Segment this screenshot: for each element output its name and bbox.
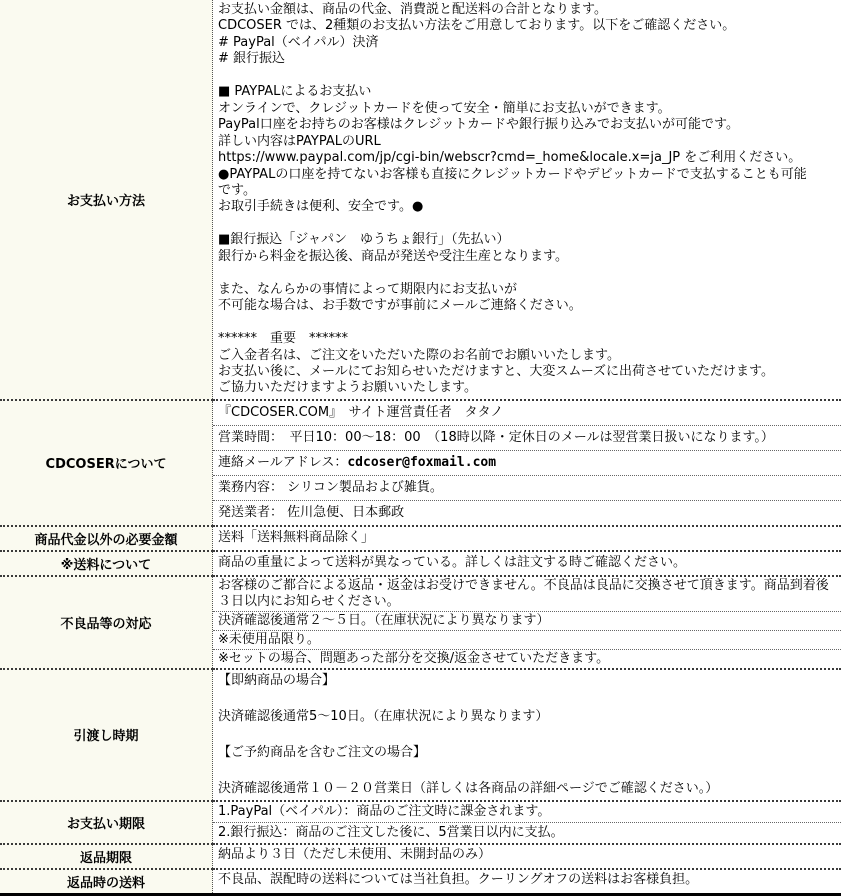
section-defect-policy	[0, 576, 841, 669]
info-row	[213, 450, 841, 475]
section-header-return-deadline: 返品期限	[0, 844, 213, 869]
info-text: 業務内容： シリコン製品および雑貨。	[218, 480, 443, 495]
info-text: 納品より３日（ただし未使用、未開封品のみ）	[218, 847, 491, 862]
contact-email-text: cdcoser@foxmail.com	[347, 455, 496, 470]
section-delivery-time	[0, 669, 841, 801]
info-text: 2.銀行振込：商品のご注文した後に、5営業日以内に支払。	[218, 825, 564, 840]
section-content-extra-fees	[213, 526, 841, 551]
section-payment-deadline	[0, 801, 841, 844]
info-row	[213, 475, 841, 500]
info-text: 不良品、誤配時の送料については当社負担。クーリングオフの送料はお客様負担。	[218, 872, 698, 887]
section-header-extra-fees: 商品代金以外の必要金額	[0, 526, 213, 551]
info-text: 送料「送料無料商品除く」	[218, 530, 374, 545]
info-row	[213, 670, 841, 800]
info-text: 『CDCOSER.COM』 サイト運営責任者 タタノ	[218, 405, 503, 420]
info-row	[213, 870, 841, 890]
info-row	[213, 552, 841, 574]
info-text: ※未使用品限り。	[218, 632, 320, 647]
section-header-shipping-note: ※送料について	[0, 551, 213, 576]
section-header-delivery-time: 引渡し時期	[0, 669, 213, 801]
info-text: お客様のご都合による返品・返金はお受けできません。不良品は良品に交換させて頂きます。商品到着後３日以内にお知らせください。	[218, 578, 829, 609]
info-row	[213, 0, 841, 399]
section-header-defect-policy: 不良品等の対応	[0, 576, 213, 669]
info-text: 営業時間： 平日10：00～18：00 （18時以降・定休日のメールは翌営業日扱いになります。）	[218, 430, 774, 445]
info-text: ※セットの場合、問題あった部分を交換/返金させていただきます。	[218, 651, 609, 666]
info-row	[213, 630, 841, 649]
section-content-about-cdcoser	[213, 400, 841, 526]
info-text: 発送業者： 佐川急便、日本郵政	[218, 505, 404, 520]
section-content-delivery-time	[213, 669, 841, 801]
info-row	[213, 401, 841, 425]
info-text: 1.PayPal（ベイパル）：商品のご注文時に課金されます。	[218, 804, 550, 819]
section-content-shipping-note	[213, 551, 841, 576]
info-row	[213, 527, 841, 549]
info-text: 決済確認後通常２～５日。（在庫状況により異なります）	[218, 613, 550, 628]
info-text: 連絡メールアドレス：	[218, 455, 347, 470]
section-content-defect-policy	[213, 576, 841, 669]
section-shipping-note	[0, 551, 841, 576]
section-content-return-shipping-fee	[213, 869, 841, 895]
info-row	[213, 822, 841, 843]
info-row	[213, 802, 841, 822]
section-return-deadline	[0, 844, 841, 869]
info-row	[213, 577, 841, 611]
section-extra-fees	[0, 526, 841, 551]
section-header-return-shipping-fee: 返品時の送料	[0, 869, 213, 895]
section-header-payment-method: お支払い方法	[0, 0, 213, 400]
section-about-cdcoser	[0, 400, 841, 526]
section-return-shipping-fee	[0, 869, 841, 895]
section-header-about-cdcoser: CDCOSERについて	[0, 400, 213, 526]
section-payment-method	[0, 0, 841, 400]
section-content-payment-method	[213, 0, 841, 400]
info-text: 【即納商品の場合】 決済確認後通常5～10日。（在庫状況により異なります） 【ご予約商品を含むご注文の場合】 決済確認後通常１０－２０営業日（詳しくは各商品の詳細ページでご確認ください。）	[218, 673, 718, 796]
info-row	[213, 611, 841, 630]
section-content-payment-deadline	[213, 801, 841, 844]
info-row	[213, 500, 841, 525]
info-row	[213, 425, 841, 450]
info-row	[213, 649, 841, 668]
section-content-return-deadline	[213, 844, 841, 869]
info-text: 商品の重量によって送料が異なっている。詳しくは註文する時ご確認ください。	[218, 555, 686, 570]
info-text: お支払い金額は、商品の代金、消費説と配送料の合計となります。 CDCOSER では、2種類のお支払い方法をご用意しております。以下をご確認ください。 # PayPal（ベイパル）決済 # 銀行振込 ■ PAYPALによるお支払い オンラインで、クレジットカードを使って安全・簡単にお支払いができます。 PayPal口座をお持ちのお客様はクレジットカードや銀行振り込みでお支払いが可能です。 詳しい内容はPAYPALのURL https://www.paypal.com/jp/cgi-bin/webscr?cmd=_home&locale.x=ja_JP をご利用ください。 ●PAYPALの口座を持てないお客様も直接にクレジットカードやデビットカードで支払することも可能 です。 お取引手続きは便利、安全です。● ■銀行振込「ジャパン ゆうちょ銀行」（先払い） 銀行から料金を振込後、商品が発送や受注生産となります。 また、なんらかの事情によって期限内にお支払いが 不可能な場合は、お手数ですが事前にメールご連絡ください。 ****** 重要 ****** ご入金者名は、ご注文をいただいた際のお名前でお願いいたします。 お支払い後に、メールにてお知らせいただけますと、大変スムーズに出荷させていただけます。 ご協力いただけますようお願いいたします。	[218, 2, 807, 395]
section-header-payment-deadline: お支払い期限	[0, 801, 213, 844]
info-row	[213, 845, 841, 865]
